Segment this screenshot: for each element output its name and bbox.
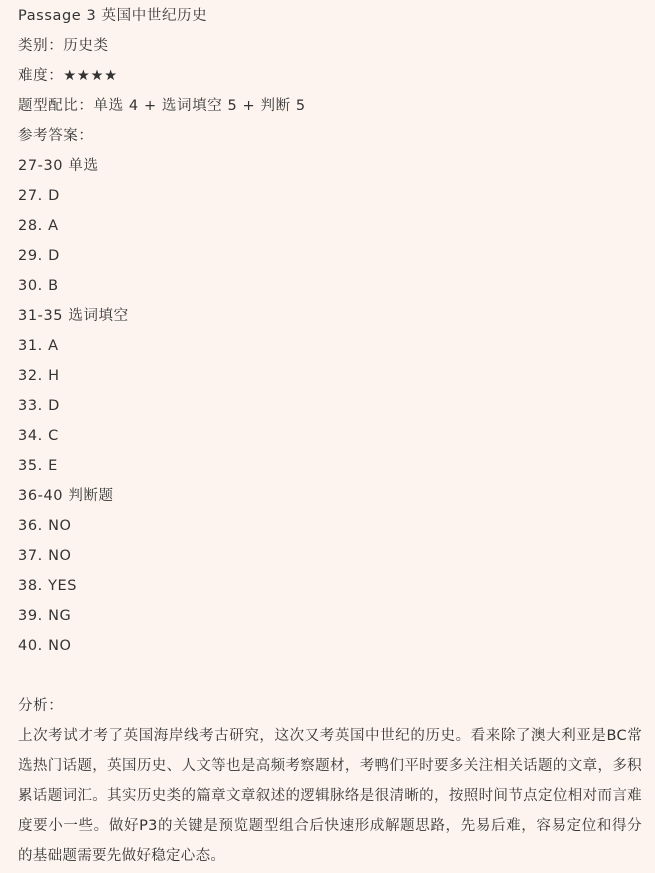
section-heading-31-35: 31-35 选词填空 bbox=[18, 308, 129, 324]
answer-37: 37. NO bbox=[18, 548, 72, 564]
answer-27: 27. D bbox=[18, 188, 60, 204]
section-heading-27-30: 27-30 单选 bbox=[18, 158, 99, 174]
answer-35: 35. E bbox=[18, 458, 58, 474]
answer-28: 28. A bbox=[18, 218, 59, 234]
answer-31: 31. A bbox=[18, 338, 59, 354]
answer-34: 34. C bbox=[18, 428, 59, 444]
answer-39: 39. NG bbox=[18, 608, 72, 624]
category-line: 类别：历史类 bbox=[18, 38, 109, 54]
answer-33: 33. D bbox=[18, 398, 60, 414]
difficulty-line: 难度：★★★★ bbox=[18, 68, 118, 84]
answers-heading: 参考答案： bbox=[18, 128, 94, 144]
analysis-paragraph: 上次考试才考了英国海岸线考古研究，这次又考英国中世纪的历史。看来除了澳大利亚是BC常选热门话题，英国历史、人文等也是高频考察题材，考鸭们平时要多关注相关话题的文章，多积累话题词汇。其实历史类的篇章文章叙述的逻辑脉络是很清晰的，按照时间节点定位相对而言难度要小一些。做好P3的关键是预览题型组合后快速形成解题思路，先易后难，容易定位和得分的基础题需要先做好稳定心态。 bbox=[18, 728, 642, 864]
answer-29: 29. D bbox=[18, 248, 60, 264]
answer-32: 32. H bbox=[18, 368, 60, 384]
answer-38: 38. YES bbox=[18, 578, 78, 594]
answer-30: 30. B bbox=[18, 278, 59, 294]
section-heading-36-40: 36-40 判断题 bbox=[18, 488, 114, 504]
analysis-heading: 分析： bbox=[18, 698, 64, 714]
question-types-line: 题型配比：单选 4 + 选词填空 5 + 判断 5 bbox=[18, 98, 306, 114]
passage-title: Passage 3 英国中世纪历史 bbox=[18, 8, 208, 24]
answer-36: 36. NO bbox=[18, 518, 72, 534]
answer-40: 40. NO bbox=[18, 638, 72, 654]
